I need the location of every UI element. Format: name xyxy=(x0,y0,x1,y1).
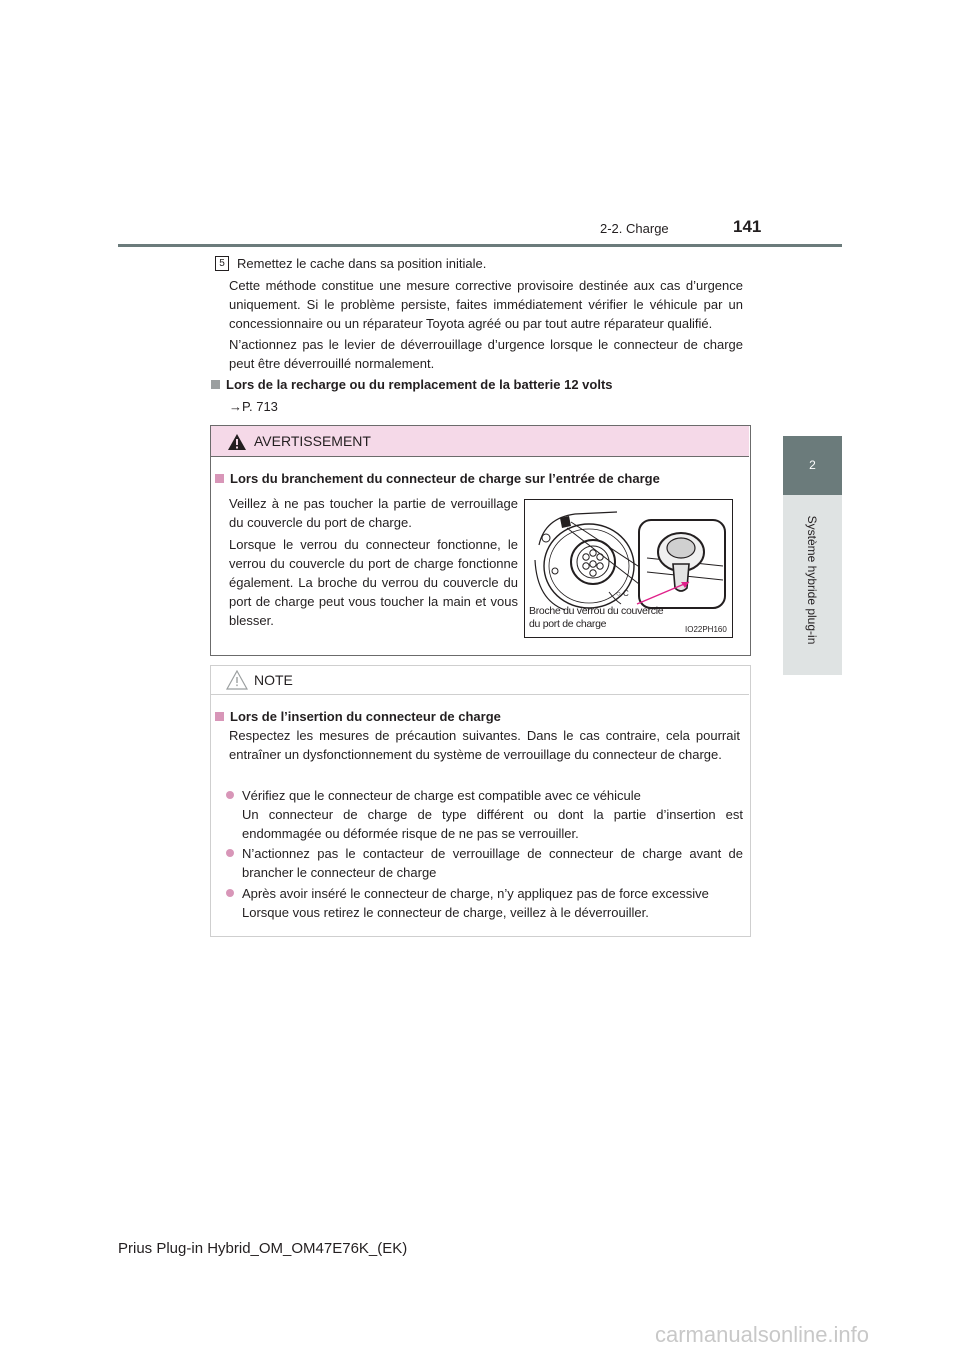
watermark: carmanualsonline.info xyxy=(655,1322,870,1347)
footer-document-code: Prius Plug-in Hybrid_OM_OM47E76K_(EK) xyxy=(118,1240,408,1257)
heading-12v-text: Lors de la recharge ou du remplacement de la batterie 12 volts xyxy=(226,377,613,392)
step-number: 5 xyxy=(215,256,229,271)
note-bullet-1 xyxy=(226,786,743,843)
note-bullet-1-line1: Vérifiez que le connecteur de charge est compatible avec ce véhicule xyxy=(242,788,641,803)
bullet-dot-icon xyxy=(226,849,234,857)
note-subheading xyxy=(215,707,501,726)
warning-triangle-icon xyxy=(227,433,247,451)
page-reference: →P. 713 xyxy=(229,399,278,414)
note-title: NOTE xyxy=(254,672,293,688)
paragraph-emergency-lever: N’actionnez pas le levier de déverrouillage d’urgence lorsque le connecteur de charge peut être déverrouillé normalement. xyxy=(229,337,743,371)
bullet-dot-icon xyxy=(226,791,234,799)
figure-callout-label: Broche du verrou du couvercle du port de charge xyxy=(529,605,664,630)
bullet-dot-icon xyxy=(226,889,234,897)
note-header xyxy=(211,666,749,695)
figure-code: IO22PH160 xyxy=(685,625,727,634)
warning-subheading-text: Lors du branchement du connecteur de charge sur l’entrée de charge xyxy=(230,471,660,486)
page-number: 141 xyxy=(733,217,762,236)
step-text: Remettez le cache dans sa position initiale. xyxy=(237,256,487,271)
paragraph-corrective: Cette méthode constitue une mesure corrective provisoire destinée aux cas d’urgence uniquement. Si le problème persiste, faites immédiatement vérifier le véhicule par un concessionnaire ou un réparateur Toyota agréé ou par tout autre réparateur qualifié. xyxy=(229,278,743,331)
note-bullet-3-line2: Lorsque vous retirez le connecteur de charge, veillez à le déverrouiller. xyxy=(242,905,649,920)
note-intro: Respectez les mesures de précaution suivantes. Dans le cas contraire, cela pourrait entraîner un dysfonctionnement du système de verrouillage du connecteur de charge. xyxy=(229,728,740,762)
note-bullet-3-line1: Après avoir inséré le connecteur de charge, n’y appliquez pas de force excessive xyxy=(242,886,709,901)
warning-paragraph-2: Lorsque le verrou du connecteur fonctionne, le verrou du couvercle du port de charge fonctionne également. La broche du verrou du couvercle du port de charge peut vous toucher la main et vous blesser. xyxy=(229,537,518,628)
warning-subheading xyxy=(215,469,660,488)
chapter-title: Système hybride plug-in xyxy=(805,515,819,645)
square-bullet-icon xyxy=(215,474,224,483)
note-bullet-3 xyxy=(226,884,743,922)
section-title: 2-2. Charge xyxy=(600,221,669,236)
note-bullet-1-line2: Un connecteur de charge de type différent ou dont la partie d’insertion est endommagée ou déformée risque de ne pas se verrouiller. xyxy=(242,807,743,841)
chapter-tab: 2 xyxy=(783,436,842,495)
svg-text:○ C: ○ C xyxy=(616,589,629,598)
note-bullet-2 xyxy=(226,844,743,882)
note-bullet-2-line1: N’actionnez pas le contacteur de verrouillage de connecteur de charge avant de brancher le connecteur de charge xyxy=(242,846,743,880)
note-subheading-text: Lors de l’insertion du connecteur de charge xyxy=(230,709,501,724)
heading-12v xyxy=(211,375,613,394)
square-bullet-icon xyxy=(215,712,224,721)
charge-port-figure xyxy=(524,499,733,638)
square-bullet-icon xyxy=(211,380,220,389)
warning-title: AVERTISSEMENT xyxy=(254,433,371,449)
warning-paragraph-1: Veillez à ne pas toucher la partie de verrouillage du couvercle du port de charge. xyxy=(229,496,518,530)
header-rule xyxy=(118,244,842,247)
warning-header xyxy=(211,426,749,457)
caution-triangle-icon xyxy=(226,670,248,690)
